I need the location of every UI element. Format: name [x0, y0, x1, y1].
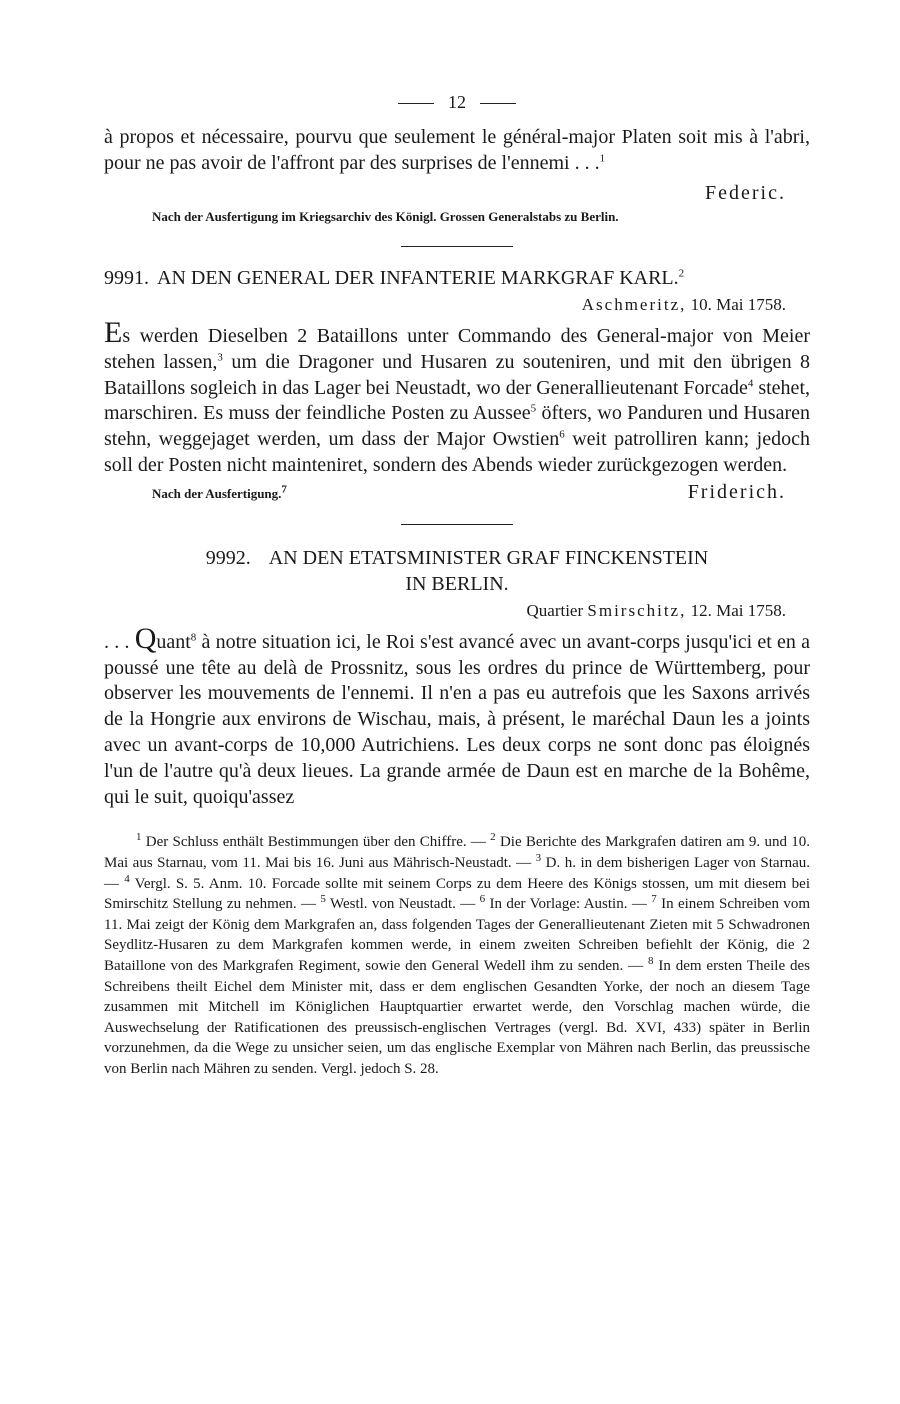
- footnote-number: 8: [648, 954, 654, 967]
- footnote-text: In einem Schreiben vom 11. Mai zeigt der König dem Markgrafen an, dass folgenden Tages der Generallieutenant Zieten mit 5 Schwadronen Seydlitz-Husaren zu dem Markgrafen kommen werde, in einem zweiten Schreiben befiehlt der König, die 2 Bataillone von des Markgrafen Regiment, sowie den General Wedell ihm zu senden. —: [104, 896, 810, 974]
- body-segment: weit patrolliren kann; jedoch soll der Posten nicht mainteniret, sondern des Abends wieder zurückgezogen werden.: [104, 428, 810, 476]
- footnote-text: Westl. von Neustadt. —: [325, 896, 480, 913]
- signature-friderich: Friderich.: [687, 480, 786, 503]
- footnote-ref: 8: [190, 631, 197, 644]
- footnote-ref: 4: [747, 376, 754, 389]
- footnote-text: D. h. in dem bisherigen Lager von Starnau. —: [104, 854, 810, 892]
- footnote-number: 1: [136, 831, 142, 844]
- section-divider: [401, 246, 513, 247]
- source-note: Nach der Ausfertigung im Kriegsarchiv des Königl. Grossen Generalstabs zu Berlin.: [152, 209, 619, 224]
- dash-left: [398, 103, 434, 104]
- date: 12. Mai 1758.: [690, 600, 786, 620]
- letter-9991-body: [104, 316, 810, 479]
- footnote-ref: 2: [678, 267, 685, 280]
- footnote: [320, 893, 480, 913]
- footnote-text: Vergl. S. 5. Anm. 10. Forcade sollte mit seinem Corps zu dem Heere des Königs stossen, um mit diesem bei Smirschitz Stellung zu nehmen. —: [104, 875, 810, 913]
- footnote-number: 5: [320, 893, 326, 906]
- initial-letter: E: [104, 316, 123, 349]
- page-number: 12: [448, 92, 466, 112]
- page: [104, 88, 810, 1079]
- letter-9992-heading: [104, 545, 810, 597]
- letter-9991-dateline: [104, 293, 786, 317]
- letter-9991-heading: [104, 265, 810, 291]
- footnote-ref: 6: [559, 428, 565, 441]
- body-segment: öfters, wo Panduren und Husaren stehn, weggejaget werden, um dass der Major Owstien: [104, 402, 810, 451]
- letter-9992-body: [104, 621, 811, 811]
- letter-title: AN DEN GENERAL DER INFANTERIE MARKGRAF KARL.: [157, 267, 679, 289]
- footnote-number: 7: [651, 893, 657, 906]
- page-number-line: [104, 88, 810, 116]
- footnote-number: 4: [124, 872, 130, 885]
- footnote-ref: 3: [217, 351, 223, 364]
- heading-line-1: [104, 545, 810, 571]
- body-segment: s werden Dieselben 2 Bataillons unter Commando des General-major von Meier stehen lassen,: [104, 325, 810, 373]
- body-segment: um die Dragoner und Husaren zu souteniren, und mit den übrigen 8 Bataillons sogleich in das Lager bei Neustadt, wo der Generallieutenant Forcade: [104, 350, 810, 399]
- section-divider: [401, 524, 513, 525]
- date: 10. Mai 1758.: [690, 295, 786, 314]
- footnote: [104, 954, 810, 1077]
- body-segment: à notre situation ici, le Roi s'est avancé avec un avant-corps jusqu'ici et en a poussé une tête au delà de Prossnitz, sous les ordres du prince de Württemberg, pour observer les mouvements de l'ennemi. Il n'en a pas eu autrefois que les Saxons arrivés de la Hongrie aux environs de Wischau, mais, à présent, le maréchal Daun les a joints avec un avant-corps de 10,000 Autrichiens. Les deux corps ne sont donc pas éloignés l'un de l'autre qu'à deux lieues. La grande armée de Daun est en marche de la Bohême, qui le suit, quoiqu'assez: [104, 630, 811, 808]
- initial-letter: Q: [134, 621, 157, 655]
- footnote-number: 2: [490, 831, 496, 844]
- letter-9991-footer: [152, 481, 786, 504]
- footnote-ref: 7: [281, 483, 287, 496]
- letter-title: AN DEN ETATSMINISTER GRAF FINCKENSTEIN: [268, 546, 709, 569]
- dash-right: [480, 103, 516, 104]
- heading-line-2: IN BERLIN.: [405, 572, 509, 595]
- footnotes-block: [104, 832, 810, 1079]
- footnote-ref: 5: [530, 402, 537, 415]
- ellipsis: . . .: [104, 630, 130, 653]
- body-segment: stehet, marschiren. Es muss der feindliche Posten zu Aussee: [104, 376, 810, 425]
- letter-number: 9991.: [104, 267, 149, 289]
- footnote: [479, 893, 652, 913]
- footnote-number: 6: [479, 893, 486, 906]
- letter-number: 9992.: [205, 546, 251, 569]
- continuation-text: à propos et nécessaire, pourvu que seulement le général-major Platen soit mis à l'abri, pour ne pas avoir de l'affront par des surprises de l'ennemi . . .: [104, 126, 810, 174]
- continuation-paragraph: [104, 124, 810, 176]
- place-prefix: Quartier: [526, 600, 584, 620]
- place-name: Aschmeritz,: [581, 295, 687, 314]
- footnote: [136, 831, 491, 851]
- source-note: [152, 483, 287, 502]
- footnote-text: In der Vorlage: Austin. —: [485, 896, 652, 913]
- body-segment: uant: [156, 630, 191, 653]
- footnote-text: Die Berichte des Markgrafen datiren am 9. und 10. Mai aus Starnau, vom 11. Mai bis 16. Juni aus Mährisch-Neustadt. —: [104, 834, 810, 871]
- letter-9992-dateline: [104, 599, 786, 623]
- footnote-ref: 1: [599, 152, 606, 165]
- footnote-text: In dem ersten Theile des Schreibens theilt Eichel dem Minister mit, dass er dem englischen Gesandten Yorke, der noch an diesem Tage zusammen mit Mitchell im Königlichen Hauptquartier erwartet werde, den Vorschlag machen würde, die Auswechselung der Ratificationen des preussisch-englischen Vertrages (vergl. Bd. XVI, 433) später in Berlin vorzunehmen, da die Wege zu unsicher seien, um das englische Exemplar von Mähren nach Berlin, das preussische von Berlin nach Mähren zu senden. Vergl. jedoch S. 28.: [104, 957, 810, 1077]
- signature-federic: Federic.: [705, 182, 786, 204]
- place-name: Smirschitz,: [587, 600, 687, 620]
- source-text: Nach der Ausfertigung.: [152, 485, 282, 501]
- footnote-text: Der Schluss enthält Bestimmungen über den Chiffre. —: [141, 834, 491, 851]
- footnote-number: 3: [535, 851, 542, 864]
